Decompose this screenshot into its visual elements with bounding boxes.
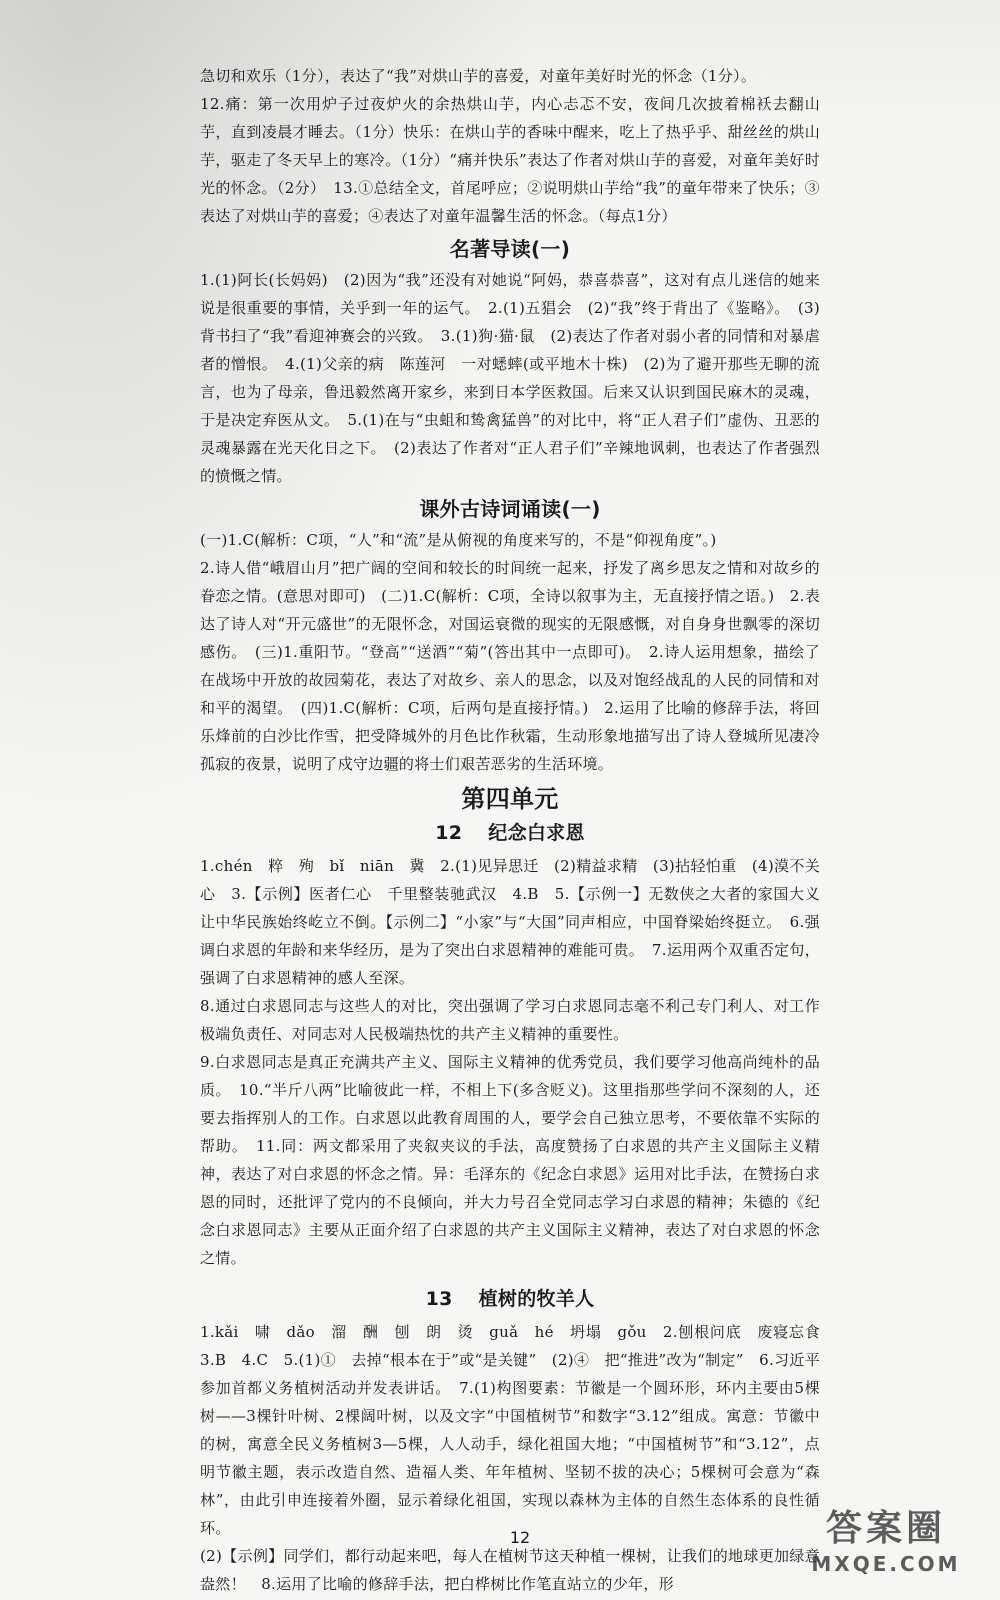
watermark-subtitle: MXQE.COM <box>811 1552 961 1576</box>
answer-paragraph: 1.chén 粹 殉 bǐ niān 冀 2.(1)见异思迁 (2)精益求精 (3)拈轻怕重 (4)漠不关心 3.【示例】医者仁心 千里整装驰武汉 4.B 5.【示例一】无数侠之大者的家国大义让中华民族始终屹立不倒。【示例二】“小家”与“大国”同声相应，中国脊梁始终挺立。 6.强调白求恩的年龄和来华经历，是为了突出白求恩精神的难能可贵。 7.运用两个双重否定句，强调了白求恩精神的感人至深。 <box>200 857 820 987</box>
lesson-12-answers <box>200 852 820 1272</box>
ancient-poetry-answers <box>200 526 820 778</box>
watermark-title: 答案圈 <box>825 1508 946 1549</box>
section-title-ancient-poetry: 课外古诗词诵读(一) <box>419 497 601 521</box>
lesson-13-answers <box>200 1318 836 1598</box>
section-title-famous-works: 名著导读(一) <box>449 237 571 261</box>
spacer <box>200 1272 820 1282</box>
lesson-title-13 <box>200 1284 820 1314</box>
answer-paragraph: 8.通过白求恩同志与这些人的对比，突出强调了学习白求恩同志毫不利己专门利人、对工作极端负责任、对同志对人民极端热忱的共产主义精神的重要性。 <box>200 997 820 1043</box>
unit-title: 第四单元 <box>461 785 559 813</box>
watermark-logo <box>796 1506 976 1586</box>
answer-paragraph: 1.(1)阿长(长妈妈) (2)因为“我”还没有对她说“阿妈，恭喜恭喜”，这对有点儿迷信的她来说是很重要的事情，关乎到一年的运气。 2.(1)五猖会 (2)“我”终于背出了《鉴略》。 (3)背书扫了“我”看迎神赛会的兴致。 3.(1)狗·猫·鼠 (2)表达了作者对弱小者的同情和对暴虐者的憎恨。 4.(1)父亲的病 陈莲河 一对蟋蟀(或平地木十株) (2)为了避开那些无聊的流言，也为了母亲，鲁迅毅然离开家乡，来到日本学医救国。后来又认识到国民麻木的灵魂，于是决定弃医从文。 5.(1)在与“虫蛆和鸷禽猛兽”的对比中，将“正人君子们”虚伪、丑恶的灵魂暴露在光天化日之下。 (2)表达了作者对“正人君子们”辛辣地讽刺，也表达了作者强烈的愤慨之情。 <box>200 271 820 485</box>
lesson-title-12 <box>200 818 820 848</box>
lesson-number: 12 <box>435 822 463 844</box>
answer-paragraph: 9.白求恩同志是真正充满共产主义、国际主义精神的优秀党员，我们要学习他高尚纯朴的品质。 10.“半斤八两”比喻彼此一样，不相上下(多含贬义)。这里指那些学问不深刻的人，还要去指挥别人的工作。白求恩以此教育周围的人，要学会自己独立思考，不要依靠不实际的帮助。 11.同：两文都采用了夹叙夹议的手法，高度赞扬了白求恩的共产主义国际主义精神，表达了对白求恩的怀念之情。异：毛泽东的《纪念白求恩》运用对比手法，在赞扬白求恩的同时，还批评了党内的不良倾向，并大力号召全党同志学习白求恩的精神；朱德的《纪念白求恩同志》主要从正面介绍了白求恩的共产主义国际主义精神，表达了对白求恩的怀念之情。 <box>200 1053 820 1267</box>
answer-paragraph: (一)1.C(解析：C项，“人”和“流”是从俯视的角度来写的，不是“仰视角度”。) <box>200 531 717 549</box>
answer-paragraph: 1.kǎi 啸 dǎo 溜 酬 刨 朗 烫 guǎ hé 坍塌 gǒu 2.刨根问底 废寝忘食 3.B 4.C 5.(1)① 去掉“根本在于”或“是关键” (2)④ 把“推进”改为“制定” 6.习近平参加首都义务植树活动并发表讲话。 7.(1)构图要素：节徽是一个圆环形，环内主要由5棵树——3棵针叶树、2棵阔叶树，以及文字“中国植树节”和数字“3.12”组成。寓意：节徽中的树，寓意全民义务植树3—5棵，人人动手，绿化祖国大地；“中国植树节”和“3.12”，点明节徽主题，表示改造自然、造福人类、年年植树、坚韧不拔的决心；5棵树可会意为“森林”，由此引申连接着外圈，显示着绿化祖国，实现以森林为主体的自然生态体系的良性循环。 <box>200 1323 836 1537</box>
answer-paragraph: 2.诗人借“峨眉山月”把广阔的空间和较长的时间统一起来，抒发了离乡思友之情和对故乡的眷恋之情。(意思对即可) (二)1.C(解析：C项，全诗以叙事为主，无直接抒情之语。) 2.表达了诗人对“开元盛世”的无限怀念，对国运衰微的现实的无限感慨，对自身身世飘零的深切感伤。 (三)1.重阳节。“登高”“送酒”“菊”(答出其中一点即可)。 2.诗人运用想象，描绘了在战场中开放的故园菊花，表达了对故乡、亲人的思念，以及对饱经战乱的人民的同情和对和平的渴望。 (四)1.C(解析：C项，后两句是直接抒情。) 2.运用了比喻的修辞手法，将回乐烽前的白沙比作雪，把受降城外的月色比作秋霜，生动形象地描写出了诗人登城所见凄冷孤寂的夜景，说明了戍守边疆的将士们艰苦恶劣的生活环境。 <box>200 559 820 773</box>
famous-works-answers <box>200 266 820 490</box>
page-number: 12 <box>509 1528 531 1547</box>
previous-answers-block <box>200 62 820 230</box>
lesson-number: 13 <box>425 1288 453 1310</box>
answer-paragraph: 12.痛：第一次用炉子过夜炉火的余热烘山芋，内心忐忑不安，夜间几次披着棉袄去翻山芋，直到凌晨才睡去。（1分）快乐：在烘山芋的香味中醒来，吃上了热乎乎、甜丝丝的烘山芋，驱走了冬天早上的寒冷。（1分）“痛并快乐”表达了作者对烘山芋的喜爱，对童年美好时光的怀念。（2分） 13.①总结全文，首尾呼应；②说明烘山芋给“我”的童年带来了快乐；③表达了对烘山芋的喜爱；④表达了对童年温馨生活的怀念。（每点1分） <box>200 95 820 225</box>
lesson-name: 植树的牧羊人 <box>478 1288 595 1310</box>
lesson-name: 纪念白求恩 <box>488 822 585 844</box>
answer-paragraph: 急切和欢乐（1分），表达了“我”对烘山芋的喜爱，对童年美好时光的怀念（1分）。 <box>200 67 757 85</box>
answer-paragraph: (2)【示例】同学们，都行动起来吧，每人在植树节这天种植一棵树，让我们的地球更加绿意盎然！ 8.运用了比喻的修辞手法，把白桦树比作笔直站立的少年，形 <box>200 1547 820 1593</box>
page-content <box>200 62 836 1598</box>
